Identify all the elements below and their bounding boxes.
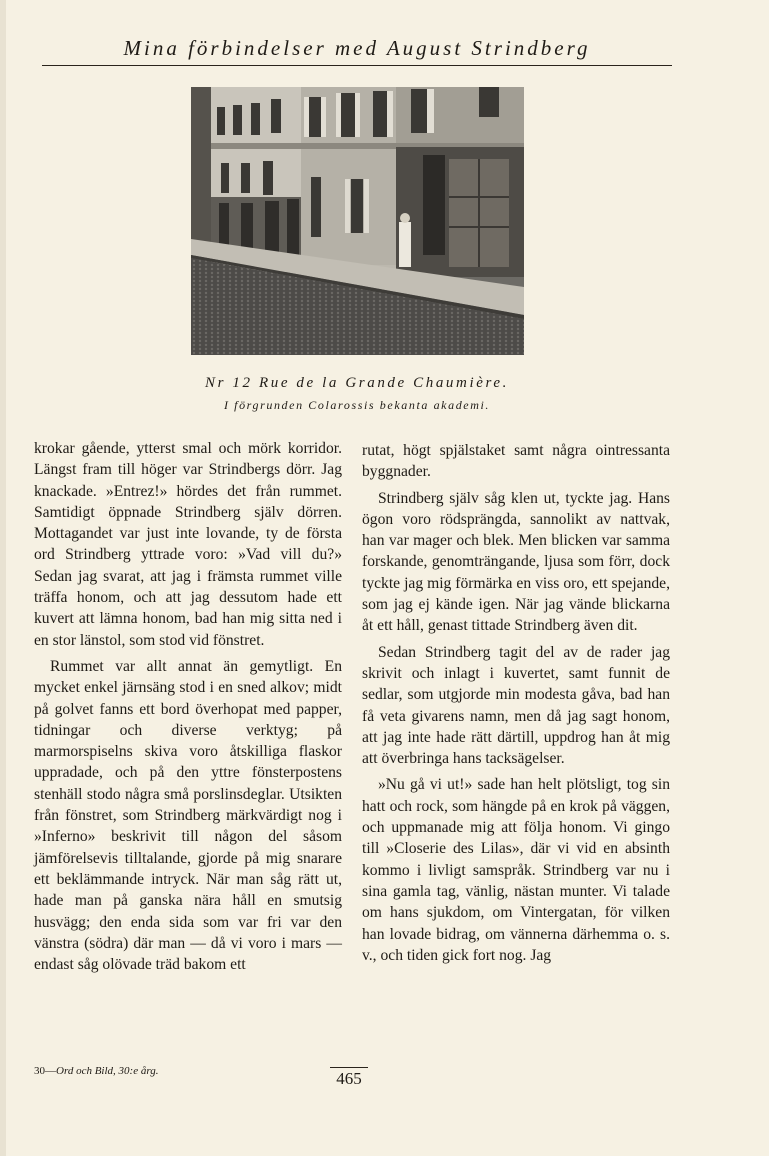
caption-title: Nr 12 Rue de la Grande Chaumière. — [205, 375, 509, 391]
paragraph: rutat, högt spjälstaket samt några ointressanta byggnader. — [362, 442, 670, 481]
paragraph: »Nu gå vi ut!» sade han helt plötsligt, tog sin hatt och rock, som hängde på en krok på väggen, och uppmanade mig att följa honom. Vi gingo till »Closerie des Lilas», där vi vid en absinth kommo i livligt samspråk. Strindberg var nu i sina gamla tag, vänlig, nästan munter. Vi talade om hans sjukdom, om Vintergatan, för vilken han lovade bidrag, om vännerna därhemma o. s. v., och tiden gick fort nog. Jag — [362, 776, 670, 964]
paragraph: krokar gående, ytterst smal och mörk korridor. Längst fram till höger var Strindbergs dörr. Jag knackade. »Entrez!» hördes det från rummet. Samtidigt öppnade Strindberg själv dörren. Mottagandet var just inte lovande, ty de första ord Strindberg yttrade voro: »Vad vill du?» Sedan jag svarat, att jag i främsta rummet ville träffa honom, och att jag dessutom hade ett kuvert att lämna honom, bad han mig sitta ned i en stor länstol, som stod vid fönstret. — [34, 440, 342, 649]
publication-name: Ord och Bild, 30:e årg. — [56, 1065, 159, 1077]
page-number: 465 — [330, 1067, 368, 1089]
header-rule — [42, 65, 672, 66]
text-column-right — [362, 440, 670, 966]
street-photo-drawing — [191, 87, 524, 355]
paragraph: Sedan Strindberg tagit del av de rader jag skrivit och inlagt i kuvertet, samt funnit de sedlar, som utgjorde min modesta gåva, bad han få veta givarens namn, men då jag sagt honom, att jag inte hade rätt därtill, uppdrog han åt mig att överbringa hans tacksägelser. — [362, 643, 670, 768]
paragraph: Strindberg själv såg klen ut, tyckte jag. Hans ögon voro rödsprängda, sannolikt av nattvak, han var mager och blek. Men blicken var samma forskande, genomträngande, ljusa som förr, dock tyckte jag mig förmärka en viss oro, ett spejande, som jag ej kände igen. När jag vände blickarna åt ett håll, genast tittade Strindberg även dit. — [362, 489, 670, 635]
footer-signature — [34, 1065, 158, 1077]
street-photo — [191, 87, 524, 355]
paragraph: Rummet var allt annat än gemytligt. En mycket enkel järnsäng stod i en sned alkov; midt på golvet fanns ett bord överhopat med papper, tidningar och diverse verktyg; på marmorspiselns skiva voro åtskilliga flaskor uppradade, och på den yttre fönsterpostens stenhäll stodo några små porslinsdeglar. Utsikten från fönstret, som Strindberg märkvärdigt nog i »Inferno» beskrivit till någon del såsom jämförelsevis tilltalande, gjorde på mig snarare ett beklämmande intryck. När man såg rätt ut, hade man på ganska nära håll en smutsig husvägg; den enda sida som var fri var den vänstra (södra) där man — då vi voro i mars — endast såg olövade träd bakom ett — [34, 657, 342, 974]
text-column-left — [34, 438, 342, 975]
running-head: Mina förbindelser med August Strindberg — [123, 36, 591, 60]
signature-number: 30— — [34, 1065, 56, 1077]
page-edge — [0, 0, 6, 1156]
caption-subtitle: I förgrunden Colarossis bekanta akademi. — [223, 398, 491, 412]
